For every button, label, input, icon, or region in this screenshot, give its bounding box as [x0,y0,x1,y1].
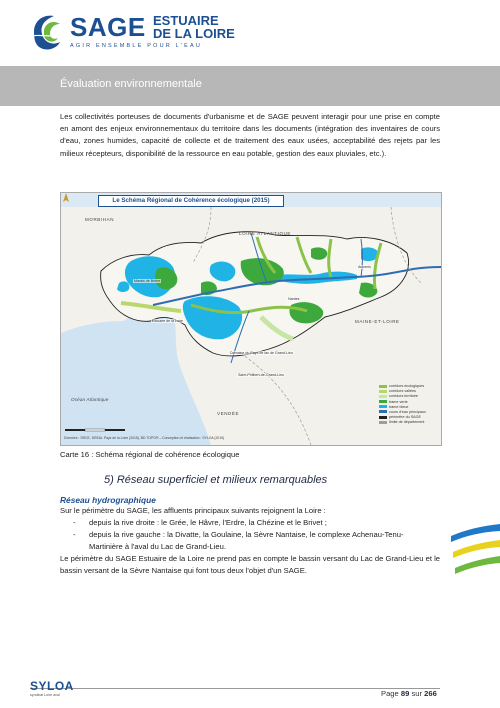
sage-logo-icon [30,12,64,52]
logo-loire-text: DE LA LOIRE [153,26,235,41]
bullet-text: Martinière à l'aval du Lac de Grand-Lieu. [89,542,226,551]
legend-label: trame verte [389,399,408,404]
label-loire-atlantique: LOIRE ATLANTIQUE [239,231,292,236]
north-arrow-icon [61,193,71,203]
logo-tagline: AGIR ENSEMBLE POUR L'EAU [70,43,203,49]
label-vendee: VENDÉE [217,411,240,416]
page-prefix: Page [381,689,399,698]
map-legend [379,384,439,426]
page-separator: sur [411,689,423,698]
label-estuaire: Estuaire de la Loire [152,319,183,323]
bullet-text: depuis la rive gauche : la Divatte, la Goulaine, la Sèvre Nantaise, le complexe Achenau-Tenu- [89,530,404,539]
legend-swatch [379,395,387,398]
legend-swatch [379,405,387,408]
legend-swatch [379,400,387,403]
legend-item [379,420,439,425]
legend-label: limite de département [389,420,425,425]
label-stphilbert: Saint-Philbert-de-Grand-Lieu [238,373,284,377]
srce-map [60,192,442,446]
paragraph-perimetre: Le périmètre du SAGE Estuaire de la Loire ne prend pas en compte le bassin versant du Lac de Grand-Lieu et le bassin versant de la Sèvre Nantaise qui font tous deux l'objet d'un SAGE. [60,554,440,576]
legend-label: trame bleue [389,404,409,409]
syloa-logo: SYLOA [30,679,74,693]
decorative-stripes-icon [447,522,500,582]
legend-swatch [379,421,387,424]
logo-estuaire-text: ESTUAIRE [153,13,219,28]
logo-sage-text: SAGE [70,12,146,42]
map-title: Le Schéma Régional de Cohérence écologique (2015) [98,195,284,207]
label-nantes: Nantes [288,297,300,301]
subheading: Réseau hydrographique [60,495,156,505]
page-total: 266 [424,689,437,698]
legend-label: périmètre du SAGE [389,415,421,420]
label-maine-et-loire: MAINE-ET-LOIRE [355,319,400,324]
section-title: Évaluation environnementale [60,78,202,90]
map-caption: Carte 16 : Schéma régional de cohérence écologique [60,450,240,459]
legend-label: corridors territoire [389,394,418,399]
label-ancenis: Ancenis [358,265,371,269]
legend-swatch [379,390,387,393]
legend-swatch [379,385,387,388]
label-grandlieu: Domaine du Pays de lac de Grand-Lieu [230,351,293,355]
legend-label: cours d'eau principaux [389,409,426,414]
footer-rule [30,688,440,689]
bullet-dash: - [73,530,76,539]
legend-swatch [379,416,387,419]
label-ocean: Océan Atlantique [71,397,109,402]
map-source: Données : SRCE, DREAL Pays de la Loire (2015), BD TOPO® – Conception et réalisation : SYLOA (2015) [64,436,225,440]
label-morbihan: MORBIHAN [85,217,115,222]
page-current: 89 [400,689,410,698]
bullet-text: depuis la rive droite : le Grée, le Hâvre, l'Erdre, la Chézine et le Brivet ; [89,518,327,527]
section-bar [0,66,500,106]
section-heading: 5) Réseau superficiel et milieux remarquables [104,474,328,486]
label-briere: Marais de Brière [134,279,161,283]
page-number [381,689,437,698]
paragraph-affluents: Sur le périmètre du SAGE, les affluents principaux suivants rejoignent la Loire : [60,506,326,515]
legend-label: corridors écologiques [389,384,425,388]
page-header [0,0,500,66]
intro-paragraph: Les collectivités porteuses de documents d'urbanisme et de SAGE peuvent interagir pour une prise en compte en amont des enjeux environnementaux du territoire dans les documents (intégration des inventaires de cours d'eau, zones humides, capacité de collecte et de traitement des eaux usées, acceptabilité des rejets par les milieux récepteurs, disponibilité de la ressource en eau potable, gestion des eaux pluviales, etc.). [60,112,440,158]
syloa-logo-subtitle: syndicat Loire aval [30,693,60,697]
bullet-dash: - [73,518,76,527]
legend-label: corridors vallées [389,389,416,394]
legend-swatch [379,410,387,413]
